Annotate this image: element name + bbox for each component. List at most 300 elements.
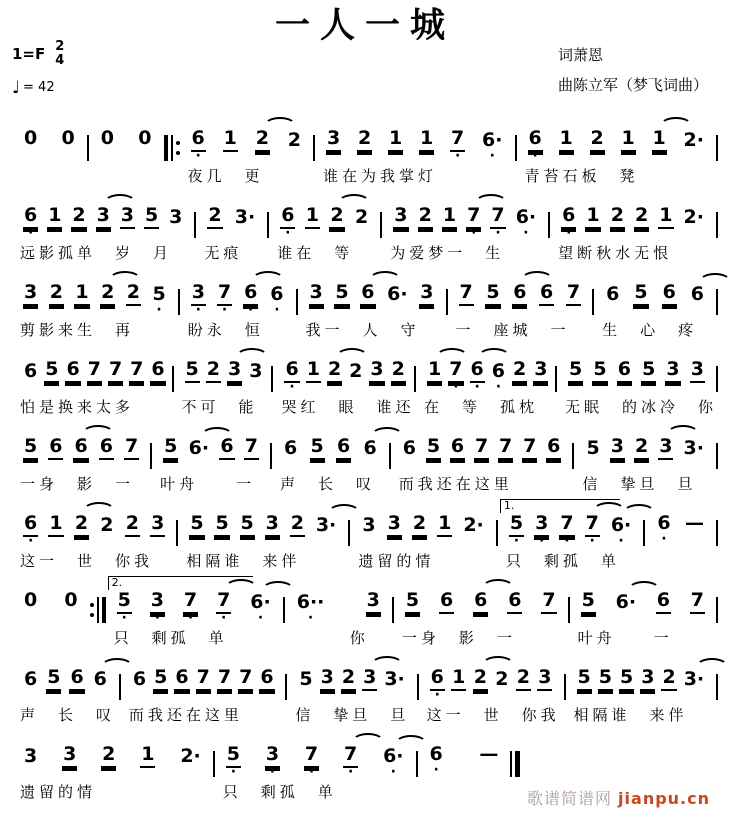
notes-row [273, 204, 376, 242]
low-octave-dot [125, 229, 130, 237]
note [150, 589, 165, 627]
note [481, 129, 503, 165]
notes-row [16, 512, 172, 550]
low-octave-dot: · [564, 533, 570, 550]
barline-stroke [510, 751, 512, 777]
low-octave-dot [375, 383, 380, 391]
lyric-line: 谁在为我掌灯 [323, 167, 438, 186]
low-octave-dot [657, 152, 662, 160]
composer-credit: 曲陈立军（梦飞词曲） [557, 76, 708, 95]
measure [12, 730, 213, 802]
note-digit: 5 [426, 437, 441, 460]
low-octave-dot [131, 306, 136, 314]
system [12, 730, 520, 802]
note-digit: 7 [124, 437, 139, 460]
note-digit: 2 [495, 668, 509, 691]
low-octave-dot [149, 229, 154, 237]
note-digit: 2 [473, 668, 488, 691]
note-digit: 5 [117, 591, 132, 614]
watermark [527, 786, 710, 809]
low-octave-dot [232, 383, 237, 391]
note [248, 362, 263, 391]
lyric-line: 无痕 [204, 244, 243, 263]
note-digit: 5 [153, 668, 168, 691]
note-digit: 3 [366, 591, 381, 614]
note-digit: 6 [24, 360, 38, 383]
low-octave-dot [201, 691, 206, 699]
low-octave-dot [80, 306, 85, 314]
note [179, 747, 201, 776]
low-octave-dot [471, 537, 476, 545]
low-octave-dot [54, 537, 59, 545]
note [126, 283, 141, 314]
note-digit: 2 [341, 668, 356, 691]
note-digit: 7 [448, 360, 463, 383]
note-digit: 6 [656, 591, 671, 614]
note [473, 591, 488, 622]
system [12, 422, 718, 494]
lyric-line: 相隔谁 来伴 [186, 552, 301, 571]
notes-row [16, 745, 209, 776]
note [249, 591, 271, 627]
note [566, 283, 581, 314]
low-octave-dot: · [532, 148, 538, 165]
note-digit: 2 [516, 668, 531, 691]
note [132, 670, 147, 699]
low-octave-dot [691, 691, 696, 699]
low-octave-dot [447, 229, 452, 237]
note [227, 360, 242, 391]
low-octave-dot [28, 768, 33, 776]
note-digit: 2 [71, 206, 86, 229]
note-digit: 3 [533, 360, 548, 383]
low-octave-dot: · [434, 687, 440, 704]
low-octave-dot [314, 306, 319, 314]
note-digit: 6 [23, 206, 38, 229]
note [656, 512, 671, 548]
note-digit: 6 [539, 283, 554, 306]
low-octave-dot [353, 383, 358, 391]
lyric-line: 夜几 更 [187, 167, 264, 186]
note-digit: 2 [349, 360, 363, 383]
note [265, 743, 280, 781]
note [640, 668, 655, 699]
notes-row [598, 283, 712, 314]
note-digit: 3 [150, 591, 165, 614]
notes-row [16, 281, 174, 319]
low-octave-dot [586, 614, 591, 622]
low-octave-dot: · [433, 762, 439, 779]
notes-row [200, 206, 263, 237]
low-octave-dot: · [489, 148, 495, 165]
lyric-line: 而我还在这里 [398, 475, 513, 494]
barline-stroke [716, 366, 718, 392]
note [357, 129, 372, 160]
lyric-line: 远影孤单 岁 月 [20, 244, 173, 263]
lyric-line: 剪影来生 再 [20, 321, 135, 340]
note [430, 666, 445, 704]
note [108, 360, 123, 391]
low-octave-dot [393, 152, 398, 160]
song-title: 一人一城 [274, 6, 455, 46]
volta-bracket: 2. [108, 576, 254, 590]
notes-row [16, 591, 86, 620]
measure [12, 499, 176, 571]
notes-row [16, 129, 83, 158]
note [516, 668, 531, 699]
repeat-dots [90, 603, 94, 617]
low-octave-dot [573, 383, 578, 391]
note [284, 358, 299, 396]
note [150, 360, 165, 391]
note [419, 129, 434, 160]
note [69, 668, 84, 699]
note-digit: 5 [592, 360, 607, 383]
barline-stroke [515, 751, 520, 777]
barline-stroke [164, 135, 168, 161]
note [310, 437, 325, 468]
note-digit: 3 [62, 745, 77, 768]
note-digit: 6 [23, 514, 38, 537]
low-octave-dot [691, 152, 696, 160]
low-octave-dot: · [471, 225, 477, 242]
note-digit: 1 [437, 514, 452, 537]
note [369, 360, 384, 391]
low-octave-dot [542, 691, 547, 699]
note-digit: 3 [191, 283, 206, 306]
note [296, 591, 326, 627]
note-digit: 6· [387, 283, 408, 306]
low-octave-dot [645, 691, 650, 699]
lyric-line: 遗留的情 [358, 552, 435, 571]
low-octave-dot: · [589, 533, 595, 550]
measure [178, 499, 348, 571]
system [12, 268, 718, 340]
note-digit: 5 [586, 437, 600, 460]
notes-row [502, 512, 640, 550]
lyric-line: 不可 能 [181, 398, 258, 417]
note [100, 129, 115, 158]
note-digit: 7 [490, 206, 505, 229]
low-octave-dot: · [453, 379, 459, 396]
note-digit: 6 [93, 668, 107, 691]
note-digit: 7 [304, 745, 319, 768]
lyric-line: 遗留的情 [20, 783, 97, 802]
note-digit: 6 [191, 129, 206, 152]
note-digit: 3 [387, 514, 402, 537]
low-octave-dot [691, 229, 696, 237]
note [541, 591, 556, 622]
note [383, 670, 405, 699]
note [473, 668, 488, 699]
note-digit: 2 [126, 283, 141, 306]
note-digit: 2 [355, 206, 369, 229]
note [305, 206, 320, 237]
note [269, 283, 284, 319]
note [429, 743, 444, 779]
low-octave-dot [610, 306, 615, 314]
note-digit: 7 [87, 360, 102, 383]
note [23, 670, 38, 699]
note-digit: 6 [259, 668, 274, 691]
notes-row [649, 512, 712, 548]
note-digit: 6· [615, 591, 637, 614]
low-octave-dot: · [347, 764, 354, 781]
note [546, 437, 561, 468]
low-octave-dot: · [154, 610, 161, 627]
barline [716, 366, 718, 392]
low-octave-dot [315, 460, 320, 468]
measure [566, 653, 716, 725]
note-digit: 6 [606, 283, 620, 306]
notes-row [110, 589, 279, 627]
note [419, 283, 434, 314]
low-octave-dot [134, 383, 139, 391]
note-digit: 5 [577, 668, 592, 691]
notes-row [291, 668, 412, 699]
note-digit: 3· [683, 668, 705, 691]
note-digit: 7 [217, 283, 232, 306]
notes-row [289, 589, 388, 627]
lyric-line: 只 剩孤 单 [505, 552, 620, 571]
notes-row [521, 127, 712, 165]
measure [12, 114, 87, 184]
low-octave-dot [264, 691, 269, 699]
note [363, 439, 378, 468]
low-octave-dot [104, 460, 109, 468]
lyric-line: 一身 影 一 [20, 475, 135, 494]
note-digit: 6 [360, 283, 375, 306]
low-octave-dot [671, 383, 676, 391]
lyric-line: 这一 世 你我 [426, 706, 560, 725]
note [348, 362, 363, 391]
note [577, 668, 592, 699]
note-digit: 1 [223, 129, 238, 152]
system [12, 576, 718, 648]
note-digit: 2 [634, 206, 649, 229]
note-digit: 7 [559, 514, 574, 537]
low-octave-dot [547, 614, 552, 622]
note-digit: 3 [265, 745, 280, 768]
low-octave-dot [295, 537, 300, 545]
note [217, 668, 232, 699]
measure [350, 499, 496, 571]
low-octave-dot [667, 691, 672, 699]
notes-row [125, 668, 281, 699]
note [610, 206, 625, 237]
note-digit: 6 [24, 668, 38, 691]
note-digit: 6 [336, 437, 351, 460]
low-octave-dot: · [230, 764, 237, 781]
note-digit: 1 [559, 129, 574, 152]
barline-stroke [716, 597, 718, 623]
measure [272, 422, 389, 494]
note-digit: 5 [163, 437, 178, 460]
time-numerator: 2 [55, 39, 65, 55]
note [405, 591, 420, 622]
note-digit: 3 [362, 514, 376, 537]
note [585, 439, 600, 468]
measure [498, 499, 644, 571]
low-octave-dot [661, 614, 666, 622]
low-octave-dot [417, 537, 422, 545]
measure [285, 576, 392, 648]
low-octave-dot [270, 537, 275, 545]
low-octave-dot [591, 229, 596, 237]
low-octave-dot [371, 614, 376, 622]
note-digit: 5 [334, 283, 349, 306]
note-digit: 3· [234, 206, 256, 229]
note-digit: 5 [44, 360, 59, 383]
low-octave-dot: · [187, 610, 194, 627]
note-digit: 2 [49, 283, 64, 306]
lyric-line [16, 163, 83, 184]
low-octave-dot [249, 460, 254, 468]
note [140, 745, 155, 776]
low-octave-dot [527, 460, 532, 468]
note [391, 360, 406, 391]
low-octave-dot [591, 460, 596, 468]
measure [287, 653, 416, 725]
notes-row [178, 360, 268, 391]
tempo-value: = 42 [23, 80, 55, 96]
note-digit: 6 [546, 437, 561, 460]
lyric-line: 为爱梦一 生 [390, 244, 505, 263]
note [581, 591, 596, 622]
low-octave-dot [392, 691, 397, 699]
note-digit: 1 [305, 206, 320, 229]
note-digit: 1 [306, 360, 321, 383]
note-digit: 6· [482, 129, 503, 152]
note [129, 360, 144, 391]
note-digit: 3 [309, 283, 324, 306]
low-octave-dot: · [269, 764, 276, 781]
note [73, 437, 88, 468]
note-digit: 2· [180, 745, 201, 768]
low-octave-dot: · [274, 302, 280, 319]
note [683, 131, 705, 160]
note [459, 283, 474, 314]
low-octave-dot [442, 537, 447, 545]
note [44, 360, 59, 391]
note [494, 670, 509, 699]
low-octave-dot [639, 460, 644, 468]
note-digit: 7 [690, 591, 705, 614]
lyric-line: 谁在 等 [277, 244, 354, 263]
note [634, 206, 649, 237]
note-digit: 2· [683, 129, 704, 152]
note-digit: 7 [216, 591, 231, 614]
low-octave-dot [464, 306, 469, 314]
note [96, 206, 111, 237]
low-octave-dot [220, 537, 225, 545]
note-digit: 6 [243, 283, 258, 306]
measure [174, 345, 272, 417]
measure [594, 268, 716, 340]
lyric-line: 叶舟 一 [160, 475, 256, 494]
low-octave-dot [410, 614, 415, 622]
note-digit: — [479, 743, 499, 766]
note [509, 512, 524, 550]
notes-row [422, 743, 507, 779]
note [196, 668, 211, 699]
low-octave-dot [626, 152, 631, 160]
note-digit: 1 [585, 206, 600, 229]
note-digit: 2 [206, 360, 221, 383]
lyric-line [16, 625, 86, 646]
measure [645, 499, 716, 569]
note [418, 206, 433, 237]
lyric-line: 叶舟 一 [577, 629, 673, 648]
note-digit: 6 [99, 437, 114, 460]
note [437, 514, 452, 545]
note [244, 437, 259, 468]
note [23, 129, 38, 158]
low-octave-dot [499, 691, 504, 699]
note [320, 668, 335, 699]
low-octave-dot [623, 614, 628, 622]
low-octave-dot [423, 229, 428, 237]
note [23, 512, 38, 550]
note-digit: 3 [96, 206, 111, 229]
note [99, 516, 114, 545]
lyric-line: 在 等 孤枕 [424, 398, 539, 417]
system [12, 191, 718, 263]
note [610, 514, 632, 550]
low-octave-dot [180, 691, 185, 699]
low-octave-dot: · [195, 302, 201, 319]
barline [716, 520, 718, 546]
note-digit: 3 [265, 514, 280, 537]
note [49, 283, 64, 314]
note-digit: 7 [474, 437, 489, 460]
note-digit: 3 [393, 206, 408, 229]
low-octave-dot [395, 306, 400, 314]
note [101, 745, 116, 776]
lyric-line: 我一 人 守 [305, 321, 420, 340]
note-digit: 6 [491, 360, 505, 383]
low-octave-dot [367, 691, 372, 699]
note [615, 593, 637, 622]
notes-row [219, 743, 412, 781]
note-digit: 3· [315, 514, 337, 537]
note [490, 204, 505, 242]
measure [382, 191, 548, 263]
note [137, 129, 152, 158]
note [48, 437, 63, 468]
low-octave-dot [156, 383, 161, 391]
note-digit: 1 [48, 514, 63, 537]
note-digit: 3 [150, 514, 165, 537]
low-octave-dot [243, 229, 248, 237]
measure [89, 114, 164, 184]
note [153, 668, 168, 699]
note-digit: 3 [249, 360, 263, 383]
note-digit: 6 [48, 437, 63, 460]
barline-stroke [716, 520, 718, 546]
note-digit: 2 [610, 206, 625, 229]
note-digit: 0 [138, 127, 152, 150]
note-digit: 7 [244, 437, 259, 460]
lyric-line: 声 长 叹 [280, 475, 376, 494]
measure [315, 114, 514, 186]
time-signature [55, 40, 64, 67]
note [259, 668, 274, 699]
note-digit: 3· [384, 668, 405, 691]
note [448, 358, 463, 396]
low-octave-dot: · [27, 533, 34, 550]
low-octave-dot [104, 537, 109, 545]
